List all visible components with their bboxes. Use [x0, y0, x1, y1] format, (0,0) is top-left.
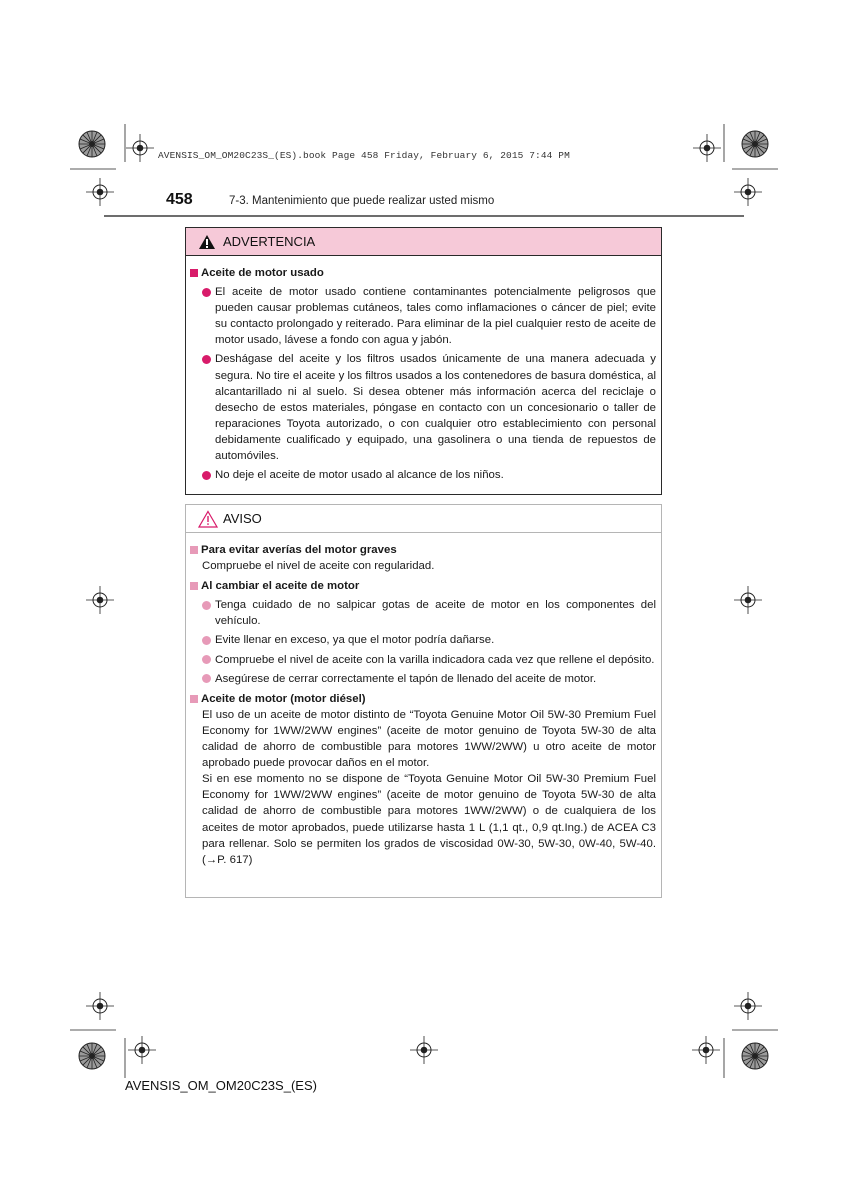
- list-item: El aceite de motor usado contiene contaminantes potencialmente peligrosos que pueden causar problemas cutáneos, tales como inflamaciones o cáncer de piel; evite su contacto prolongado y reiterado. Para eliminar de la piel cualquier resto de aceite de motor usado, lávese a fondo con agua y jabón.: [202, 284, 656, 348]
- warning-triangle-icon: [198, 234, 216, 250]
- notice-heading-1: Para evitar averías del motor graves: [190, 542, 656, 558]
- warning-header: [186, 228, 661, 256]
- list-item: No deje el aceite de motor usado al alcance de los niños.: [202, 467, 656, 483]
- bullet-dot-icon: [202, 601, 211, 610]
- page-number: 458: [166, 191, 193, 208]
- notice-box: [185, 504, 662, 898]
- notice-text-3a: El uso de un aceite de motor distinto de “Toyota Genuine Motor Oil 5W-30 Premium Fuel Economy for 1WW/2WW engines” (aceite de motor genuino de Toyota 5W-30 de alta calidad de ahorro de combustible para motores 1WW/2WW) u otro aceite de motor aprobado puede provocar daños en el motor.: [202, 708, 656, 770]
- footer-doc-id: AVENSIS_OM_OM20C23S_(ES): [125, 1078, 317, 1093]
- square-bullet-icon: [190, 546, 198, 554]
- bullet-dot-icon: [202, 471, 211, 480]
- warning-heading: Aceite de motor usado: [190, 265, 656, 281]
- bullet-dot-icon: [202, 355, 211, 364]
- bullet-dot-icon: [202, 636, 211, 645]
- square-bullet-icon: [190, 695, 198, 703]
- square-bullet-icon: [190, 582, 198, 590]
- header-divider: [104, 215, 744, 217]
- warning-box: [185, 227, 662, 495]
- list-item: Tenga cuidado de no salpicar gotas de aceite de motor en los componentes del vehículo.: [202, 597, 656, 629]
- notice-text-1: Compruebe el nivel de aceite con regularidad.: [202, 560, 435, 573]
- section-title: 7-3. Mantenimiento que puede realizar usted mismo: [229, 195, 495, 207]
- caution-triangle-icon: [198, 510, 218, 528]
- notice-heading-2: Al cambiar el aceite de motor: [190, 578, 656, 594]
- list-item: Compruebe el nivel de aceite con la varilla indicadora cada vez que rellene el depósito.: [202, 652, 656, 668]
- notice-header: [186, 505, 661, 533]
- warning-title: ADVERTENCIA: [223, 234, 316, 249]
- bullet-dot-icon: [202, 674, 211, 683]
- square-bullet-icon: [190, 269, 198, 277]
- bullet-dot-icon: [202, 288, 211, 297]
- bullet-dot-icon: [202, 655, 211, 664]
- notice-text-3b: Si en ese momento no se dispone de “Toyota Genuine Motor Oil 5W-30 Premium Fuel Economy for 1WW/2WW engines” (aceite de motor genuino de Toyota 5W-30 de alta calidad de ahorro de combustible para motores 1WW/2WW) o de cualquiera de los aceites de motor aprobados, puede utilizarse hasta 1 L (1,1 qt., 0,9 qt.Ing.) de ACEA C3 para rellenar. Solo se permiten los grados de viscosidad 0W-30, 5W-30, 0W-40, 5W-40. (→P. 617): [202, 773, 656, 866]
- book-info-line: AVENSIS_OM_OM20C23S_(ES).book Page 458 Friday, February 6, 2015 7:44 PM: [158, 150, 570, 161]
- list-item: Evite llenar en exceso, ya que el motor podría dañarse.: [202, 632, 656, 648]
- notice-heading-3: Aceite de motor (motor diésel): [190, 691, 656, 707]
- list-item: Deshágase del aceite y los filtros usados únicamente de una manera adecuada y segura. No tire el aceite y los filtros usados a los contenedores de basura doméstica, al alcantarillado ni al suelo. Si desea obtener más información acerca del reciclaje o desecho de estos materiales, póngase en contacto con un concesionario o taller de reparaciones Toyota autorizado, o con cualquier otro establecimiento con personal debidamente cualificado y equipado, una gasolinera o una tienda de repuestos de automóviles.: [202, 351, 656, 464]
- list-item: Asegúrese de cerrar correctamente el tapón de llenado del aceite de motor.: [202, 671, 656, 687]
- notice-title: AVISO: [223, 511, 262, 526]
